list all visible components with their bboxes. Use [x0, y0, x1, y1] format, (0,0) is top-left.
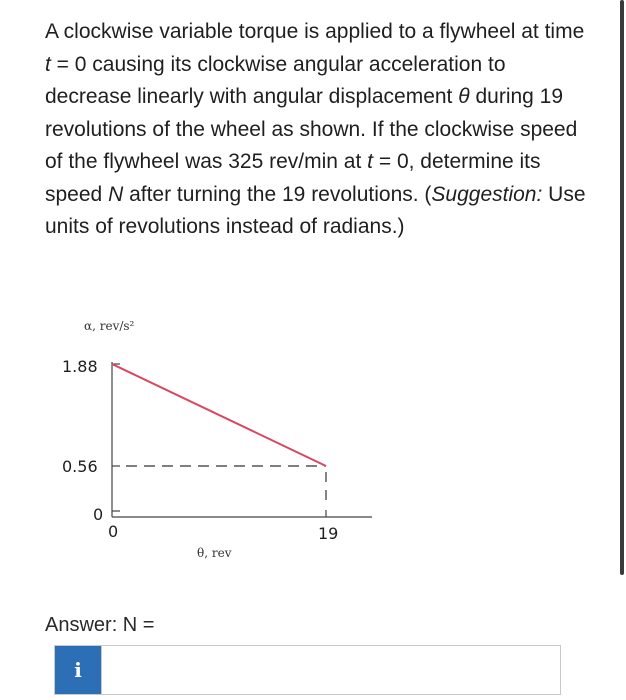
info-icon: i: [74, 658, 82, 682]
problem-text-2: = 0 causing its clockwise angular acceleration to decrease linearly with angular displacement: [45, 52, 506, 108]
problem-text-1: A clockwise variable torque is applied to a flywheel at time: [45, 20, 585, 43]
scrollbar[interactable]: [620, 0, 624, 700]
problem-statement: [45, 16, 590, 244]
info-button[interactable]: [55, 646, 101, 694]
answer-input[interactable]: [101, 646, 560, 694]
y-tick-label-0: 0: [93, 505, 104, 524]
scrollbar-thumb[interactable]: [620, 0, 624, 575]
acceleration-chart: [40, 300, 400, 580]
problem-text-3: during 19 revolutions of the wheel as shown. If the clockwise speed of the flywheel was 325 rev/min at: [45, 85, 578, 173]
x-tick-label-0: 0: [108, 522, 119, 541]
answer-row: [54, 645, 561, 695]
answer-label: [45, 614, 154, 637]
problem-N: N: [108, 182, 124, 206]
y-tick-label-0.56: 0.56: [62, 457, 98, 476]
acceleration-line: [112, 364, 326, 466]
problem-theta: θ: [458, 85, 470, 108]
answer-label-text: Answer: N =: [45, 614, 155, 636]
problem-text-4: = 0, determine its speed: [45, 150, 541, 206]
x-axis-label: θ, rev: [197, 546, 232, 560]
problem-text-6: Use units of revolutions instead of radians.): [45, 182, 586, 238]
x-tick-label-19: 19: [318, 524, 339, 543]
problem-text-5: after turning the 19 revolutions. (: [123, 182, 432, 206]
y-tick-label-1.88: 1.88: [62, 357, 98, 376]
problem-t1: t: [45, 52, 51, 76]
problem-suggestion: Suggestion:: [431, 182, 543, 206]
problem-t2: t: [367, 150, 374, 173]
y-axis-label: α, rev/s²: [84, 319, 135, 333]
